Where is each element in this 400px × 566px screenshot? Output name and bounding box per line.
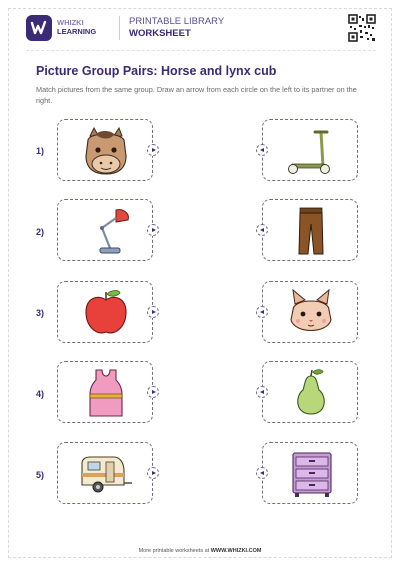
match-dot-right-5[interactable]: [256, 467, 268, 479]
right-card-2: [262, 199, 358, 261]
horse-head-icon: [76, 126, 136, 176]
right-card-3: [262, 281, 358, 343]
left-card-1: [57, 119, 153, 181]
kick-scooter-icon: [281, 126, 341, 176]
logo-line2: LEARNING: [57, 27, 97, 36]
match-dot-right-2[interactable]: [256, 224, 268, 236]
apple-icon: [76, 288, 136, 338]
camper-trailer-icon: [76, 449, 136, 499]
match-dot-left-3[interactable]: [147, 306, 159, 318]
chest-of-drawers-icon: [281, 449, 341, 499]
qr-code-icon: [348, 14, 376, 42]
right-card-4: [262, 361, 358, 423]
row-number: 5): [36, 470, 45, 480]
header-divider: [119, 16, 120, 40]
pear-icon: [281, 368, 341, 418]
match-dot-right-4[interactable]: [256, 386, 268, 398]
worksheet-instructions: Match pictures from the same group. Draw an arrow from each circle on the left to its partner on the right.: [36, 85, 357, 105]
left-card-2: [57, 199, 153, 261]
tank-top-icon: [76, 368, 136, 418]
right-card-1: [262, 119, 358, 181]
row-number: 1): [36, 146, 45, 156]
header-title-line1: PRINTABLE LIBRARY: [129, 16, 225, 27]
footer-site-link[interactable]: WWW.WHIZKI.COM: [210, 548, 262, 554]
left-card-5: [57, 442, 153, 504]
footer-prefix: More printable worksheets at: [138, 548, 210, 554]
left-card-3: [57, 281, 153, 343]
right-card-5: [262, 442, 358, 504]
row-number: 4): [36, 389, 45, 399]
match-dot-left-4[interactable]: [147, 386, 159, 398]
trousers-icon: [281, 206, 341, 256]
match-dot-left-1[interactable]: [147, 144, 159, 156]
left-card-4: [57, 361, 153, 423]
match-dot-right-1[interactable]: [256, 144, 268, 156]
logo-line1: WHIZKI: [57, 18, 84, 27]
match-dot-right-3[interactable]: [256, 306, 268, 318]
row-number: 2): [36, 227, 45, 237]
match-dot-left-5[interactable]: [147, 467, 159, 479]
row-number: 3): [36, 308, 45, 318]
header-title-line2: WORKSHEET: [129, 28, 191, 39]
whizki-logo-icon: [26, 15, 52, 41]
logo-wordmark: [57, 18, 96, 36]
header-title: [129, 16, 224, 40]
match-dot-left-2[interactable]: [147, 224, 159, 236]
header: [26, 14, 376, 46]
title-rule: [26, 50, 376, 51]
lynx-cub-icon: [281, 288, 341, 338]
desk-lamp-icon: [76, 206, 136, 256]
footer: [0, 548, 400, 554]
worksheet-title: Picture Group Pairs: Horse and lynx cub: [36, 64, 277, 78]
